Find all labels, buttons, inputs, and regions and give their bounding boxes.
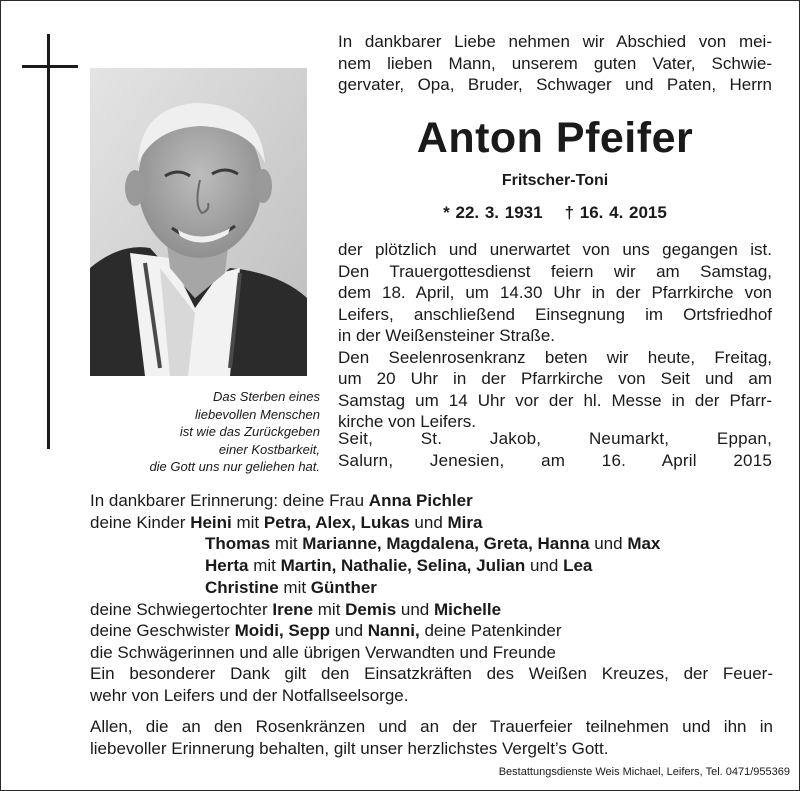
text: mit — [248, 556, 281, 576]
mourner-name: Max — [627, 534, 661, 554]
mourner-name: Michelle — [433, 599, 502, 619]
thanks-line: Ein besonderer Dank gilt den Einsatzkräften des Weißen Kreuzes, der Feuer- — [90, 664, 773, 683]
mourner-line — [90, 577, 780, 599]
text: und — [525, 556, 564, 576]
cross-vertical-bar — [47, 34, 50, 449]
places-and-date — [338, 428, 772, 472]
mourner-name: Lea — [563, 556, 593, 576]
quote-line: ist wie das Zurückgeben — [179, 424, 320, 439]
intro-line: nem lieben Mann, unserem guten Vater, Schwie- — [338, 53, 772, 73]
places-line: Seit, St. Jakob, Neumarkt, Eppan, — [338, 429, 772, 448]
mourner-name: Anna Pichler — [368, 491, 473, 510]
quote-line: Das Sterben eines — [213, 389, 320, 404]
quote-line: einer Kostbarkeit, — [218, 441, 320, 457]
body-line: Den Seelenrosenkranz beten wir heute, Freitag, — [338, 347, 772, 367]
mourner-line — [90, 555, 780, 577]
text: mit — [231, 512, 264, 532]
mourner-name: Petra, Alex, Lukas — [263, 512, 410, 532]
mourner-name: Marianne, Magdalena, Greta, Hanna — [302, 534, 590, 554]
mourners-list — [90, 490, 780, 664]
funeral-home-credit: Bestattungsdienste Weis Michael, Leifers, Tel. 0471/955369 — [498, 766, 790, 778]
thanks-line: wehr von Leifers und der Notfallseelsorge. — [90, 685, 409, 705]
spacer — [90, 706, 773, 716]
mourner-name: Christine — [205, 577, 279, 597]
text: und — [589, 534, 628, 554]
body-line: Leifers, anschließend Einsegnung im Ortsfriedhof — [338, 304, 772, 324]
body-line: in der Weißensteiner Straße. — [338, 326, 555, 345]
final-line: Allen, die an den Rosenkränzen und an der Trauerfeier teilnehmen und ihn in — [90, 717, 773, 736]
text: deine Schwiegertochter — [90, 599, 273, 619]
mourner-name: Irene — [272, 599, 314, 619]
body-line: kirche von Leifers. — [338, 412, 476, 431]
mourner-name: Thomas — [205, 534, 271, 554]
places-line: Salurn, Jenesien, am 16. April 2015 — [338, 451, 772, 470]
body-line: dem 18. April, um 14.30 Uhr in der Pfarrkirche von — [338, 283, 772, 302]
text: und — [396, 599, 434, 619]
mourner-name: Demis — [345, 599, 397, 619]
body-line: um 20 Uhr in der Pfarrkirche von Seit und am — [338, 369, 772, 388]
mourner-line — [90, 512, 780, 534]
deceased-name: Anton Pfeifer — [416, 114, 694, 162]
text: deine Kinder — [90, 512, 191, 532]
death-date: † 16. 4. 2015 — [564, 203, 667, 222]
body-line: der plötzlich und unerwartet von uns gegangen ist. — [338, 240, 772, 259]
text: und — [409, 512, 448, 532]
life-dates — [338, 203, 772, 223]
final-line: liebevoller Erinnerung behalten, gilt unser herzlichstes Vergelt’s Gott. — [90, 738, 609, 758]
text: deine Patenkinder — [419, 621, 562, 641]
memorial-quote — [80, 388, 320, 476]
intro-text — [338, 31, 772, 96]
mourner-name: Mira — [447, 512, 483, 532]
mourner-line — [90, 599, 780, 621]
quote-line: die Gott uns nur geliehen hat. — [149, 459, 320, 474]
mourner-name: Nanni, — [367, 621, 420, 641]
text: mit — [313, 599, 346, 619]
mourner-name: Günther — [310, 577, 377, 597]
birth-date: * 22. 3. 1931 — [443, 203, 543, 222]
deceased-nickname: Fritscher-Toni — [501, 172, 609, 189]
mourner-name: Heini — [190, 512, 232, 532]
mourner-line: die Schwägerinnen und alle übrigen Verwandten und Freunde — [90, 642, 556, 662]
text: deine Geschwister — [90, 621, 235, 641]
cross-horizontal-bar — [22, 65, 78, 68]
mourner-name: Herta — [205, 556, 249, 576]
body-line: Samstag um 14 Uhr vor der hl. Messe in der Pfarr- — [338, 390, 772, 410]
portrait-photo — [90, 68, 307, 376]
mourner-line — [90, 620, 780, 642]
body-line: Den Trauergottesdienst feiern wir am Samstag, — [338, 261, 772, 281]
acknowledgements — [90, 663, 773, 759]
portrait-illustration — [90, 68, 307, 376]
text: In dankbarer Erinnerung: deine Frau — [90, 491, 369, 510]
intro-line: In dankbarer Liebe nehmen wir Abschied von mei- — [338, 32, 772, 51]
mourner-name: Moidi, Sepp — [234, 621, 330, 641]
text: mit — [270, 534, 303, 554]
quote-line: liebevollen Menschen — [194, 406, 320, 422]
mourner-name: Martin, Nathalie, Selina, Julian — [280, 556, 526, 576]
text: mit — [278, 577, 311, 597]
text: und — [329, 621, 368, 641]
mourner-line — [90, 533, 780, 555]
mourner-line — [90, 490, 780, 512]
service-details — [338, 239, 772, 433]
intro-line: gervater, Opa, Bruder, Schwager und Paten, Herrn — [338, 75, 772, 94]
